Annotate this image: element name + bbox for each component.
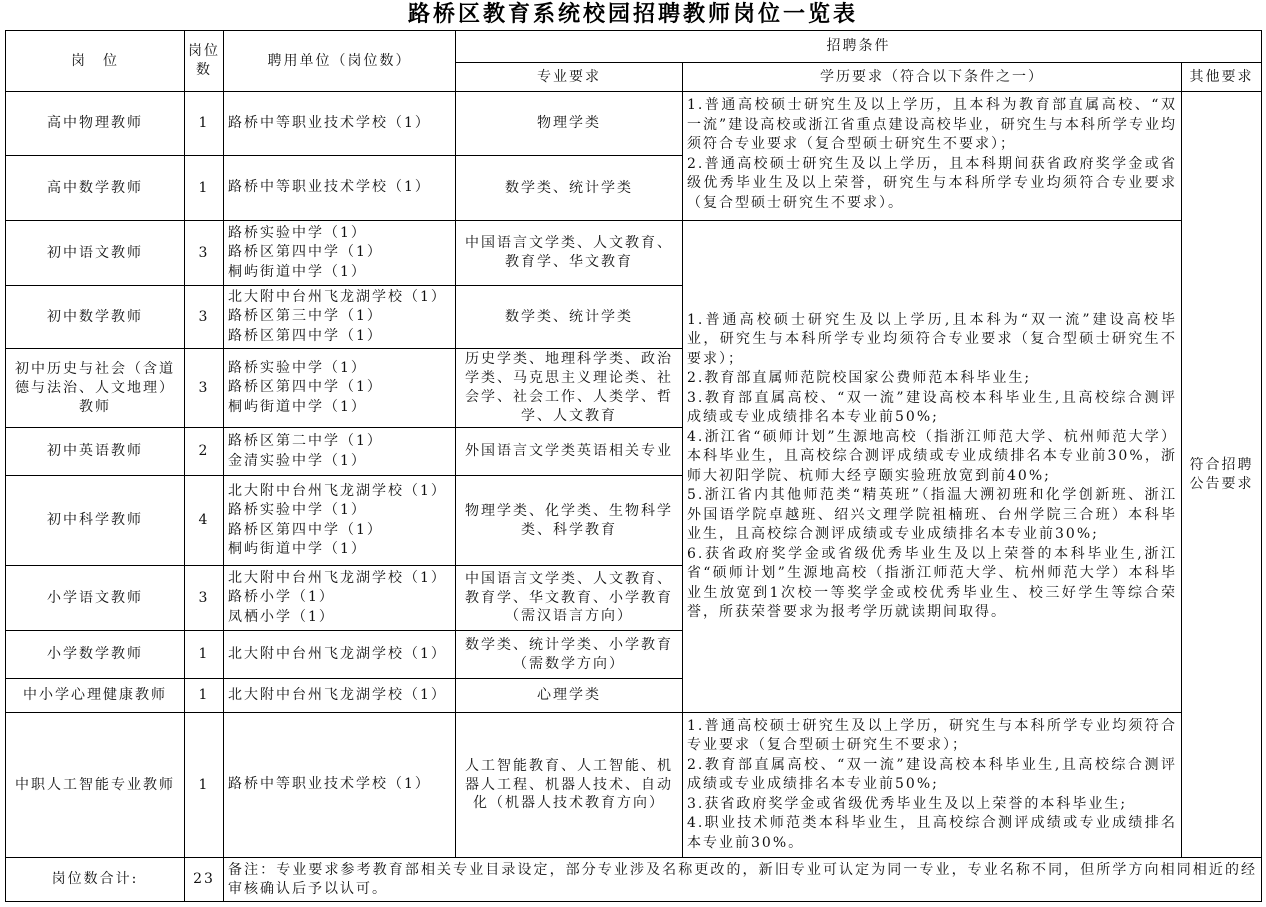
employer-unit: 路桥区第三中学（1）: [228, 308, 383, 325]
major-requirement: 中国语言文学类、人文教育、教育学、华文教育: [456, 221, 683, 286]
employer-unit: 路桥区第四中学（1）: [228, 379, 383, 396]
employer-unit: 北大附中台州飞龙湖学校（1）: [228, 482, 447, 499]
employer-unit: 桐屿街道中学（1）: [228, 541, 367, 557]
employer-unit: 路桥实验中学（1）: [228, 502, 367, 518]
employer-unit: 路桥中等职业技术学校（1）: [228, 114, 431, 131]
position-count: 3: [185, 349, 224, 428]
table-row: [6, 92, 1262, 156]
education-requirement: [683, 713, 1182, 858]
employer-units: [224, 428, 456, 476]
employer-unit: 路桥区第二中学（1）: [228, 433, 383, 449]
employer-units: [224, 713, 456, 858]
education-item: 2.普通高校硕士研究生及以上学历，且本科期间获省政府奖学金或省级优秀毕业生及以上荣誉，研究生与本科所学专业均须符合专业要求（复合型硕士研究生不要求）。: [687, 155, 1177, 211]
employer-unit: 路桥中等职业技术学校（1）: [228, 776, 431, 793]
table-row: [6, 221, 1262, 286]
page-title: 路桥区教育系统校园招聘教师岗位一览表: [407, 2, 858, 27]
employer-units: [224, 679, 456, 713]
employer-units: [224, 566, 456, 631]
position-name: 初中数学教师: [6, 286, 185, 349]
position-name: 初中英语教师: [6, 428, 185, 476]
employer-unit: 金清实验中学（1）: [228, 452, 367, 469]
employer-unit: 凤栖小学（1）: [228, 608, 335, 625]
education-item: 1.普通高校硕士研究生及以上学历,且本科为“双一流”建设高校毕业，研究生与本科所学专业均须符合专业要求（复合型硕士研究生不要求）；: [687, 311, 1177, 367]
major-requirement: 历史学类、地理科学类、政治学类、马克思主义理论类、社会学、社会工作、人类学、哲学、人文教育: [456, 349, 683, 428]
major-requirement: 数学类、统计学类、小学教育（需数学方向）: [456, 631, 683, 679]
employer-units: [224, 349, 456, 428]
total-count: 23: [185, 858, 224, 902]
education-item: 4.浙江省“硕师计划”生源地高校（指浙江师范大学、杭州师范大学）本科毕业生，且高校综合测评成绩或专业成绩排名本专业前30%，浙师大初阳学院、杭师大经亨颐实验班放宽到前40%;: [687, 428, 1177, 484]
education-item: 1.普通高校硕士研究生及以上学历，研究生与本科所学专业均须符合专业要求（复合型硕士研究生不要求）；: [687, 717, 1177, 754]
header-position: 岗 位: [6, 31, 185, 92]
position-name: 中小学心理健康教师: [6, 679, 185, 713]
header-unit: 聘用单位（岗位数）: [224, 31, 456, 92]
employer-units: [224, 286, 456, 349]
employer-unit: 路桥中等职业技术学校（1）: [228, 179, 431, 196]
major-requirement: 中国语言文学类、人文教育、教育学、华文教育、小学教育（需汉语言方向）: [456, 566, 683, 631]
employer-units: [224, 92, 456, 156]
employer-units: [224, 476, 456, 566]
position-count: 2: [185, 428, 224, 476]
position-count: 1: [185, 92, 224, 156]
position-name: 初中历史与社会（含道德与法治、人文地理）教师: [6, 349, 185, 428]
education-requirement: [683, 221, 1182, 713]
employer-unit: 北大附中台州飞龙湖学校（1）: [228, 288, 447, 305]
education-item: 3.教育部直属高校、“双一流”建设高校本科毕业生,且高校综合测评成绩或专业成绩排名本专业前50%;: [687, 389, 1177, 425]
employer-unit: 路桥区第四中学（1）: [228, 244, 383, 261]
major-requirement: 人工智能教育、人工智能、机器人工程、机器人技术、自动化（机器人技术教育方向）: [456, 713, 683, 858]
education-item: 3.获省政府奖学金或省级优秀毕业生及以上荣誉的本科毕业生;: [687, 795, 1128, 812]
major-requirement: 心理学类: [456, 679, 683, 713]
employer-unit: 路桥实验中学（1）: [228, 359, 367, 376]
employer-unit: 桐屿街道中学（1）: [228, 398, 367, 415]
position-count: 4: [185, 476, 224, 566]
header-education: 学历要求（符合以下条件之一）: [683, 63, 1182, 92]
employer-unit: 北大附中台州飞龙湖学校（1）: [228, 686, 447, 703]
major-requirement: 数学类、统计学类: [456, 286, 683, 349]
employer-units: [224, 156, 456, 221]
position-count: 1: [185, 713, 224, 858]
education-item: 2.教育部直属高校、“双一流”建设高校本科毕业生,且高校综合测评成绩或专业成绩排名本专业前50%;: [687, 756, 1177, 793]
employer-unit: 桐屿街道中学（1）: [228, 263, 367, 280]
position-name: 小学语文教师: [6, 566, 185, 631]
position-count: 1: [185, 156, 224, 221]
position-count: 1: [185, 631, 224, 679]
employer-units: [224, 221, 456, 286]
major-requirement: 物理学类: [456, 92, 683, 156]
position-name: 初中语文教师: [6, 221, 185, 286]
employer-unit: 路桥实验中学（1）: [228, 224, 367, 241]
education-item: 4.职业技术师范类本科毕业生，且高校综合测评成绩或专业成绩排名本专业前30%。: [687, 815, 1177, 851]
employer-unit: 路桥小学（1）: [228, 589, 335, 606]
position-count: 1: [185, 679, 224, 713]
education-requirement: [683, 92, 1182, 221]
header-row: [6, 31, 1262, 63]
major-requirement: 外国语言文学类英语相关专业: [456, 428, 683, 476]
table-row: [6, 713, 1262, 858]
employer-unit: 路桥区第四中学（1）: [228, 521, 383, 538]
header-count: 岗位数: [185, 31, 224, 92]
header-other: 其他要求: [1182, 63, 1262, 92]
employer-unit: 北大附中台州飞龙湖学校（1）: [228, 569, 447, 586]
header-conditions: 招聘条件: [456, 31, 1262, 63]
employer-unit: 路桥区第四中学（1）: [228, 327, 383, 344]
position-count: 3: [185, 566, 224, 631]
position-name: 高中物理教师: [6, 92, 185, 156]
total-row: [6, 858, 1262, 902]
employer-units: [224, 631, 456, 679]
education-item: 5.浙江省内其他师范类“精英班”（指温大溯初班和化学创新班、浙江外国语学院卓越班、绍兴文理学院祖楠班、台州学院三合班）本科毕业生，且高校综合测评成绩或专业成绩排名本专业前30%;: [687, 487, 1177, 542]
header-major: 专业要求: [456, 63, 683, 92]
position-count: 3: [185, 221, 224, 286]
position-name: 高中数学教师: [6, 156, 185, 221]
remarks-note: 备注：专业要求参考教育部相关专业目录设定，部分专业涉及名称更改的，新旧专业可认定为同一专业，专业名称不同，但所学方向相同相近的经审核确认后予以认可。: [224, 858, 1262, 902]
education-item: 1.普通高校硕士研究生及以上学历，且本科为教育部直属高校、“双一流”建设高校或浙江省重点建设高校毕业，研究生与本科所学专业均须符合专业要求（复合型硕士研究生不要求）；: [687, 97, 1177, 152]
employer-unit: 北大附中台州飞龙湖学校（1）: [228, 645, 447, 662]
other-requirement: 符合招聘公告要求: [1182, 92, 1262, 858]
education-item: 2.教育部直属师范院校国家公费师范本科毕业生;: [687, 370, 1032, 386]
major-requirement: 物理学类、化学类、生物科学类、科学教育: [456, 476, 683, 566]
position-count: 3: [185, 286, 224, 349]
position-name: 中职人工智能专业教师: [6, 713, 185, 858]
education-item: 6.获省政府奖学金或省级优秀毕业生及以上荣誉的本科毕业生,浙江省“硕师计划”生源地高校（指浙江师范大学、杭州师范大学）本科毕业生放宽到1次校一等奖学金或校优秀毕业生、校三好学生等综合荣誉，所获荣誉要求为报考学历就读期间取得。: [687, 545, 1177, 620]
position-name: 小学数学教师: [6, 631, 185, 679]
total-label: 岗位数合计:: [6, 858, 185, 902]
position-name: 初中科学教师: [6, 476, 185, 566]
positions-table: [5, 30, 1262, 902]
major-requirement: 数学类、统计学类: [456, 156, 683, 221]
